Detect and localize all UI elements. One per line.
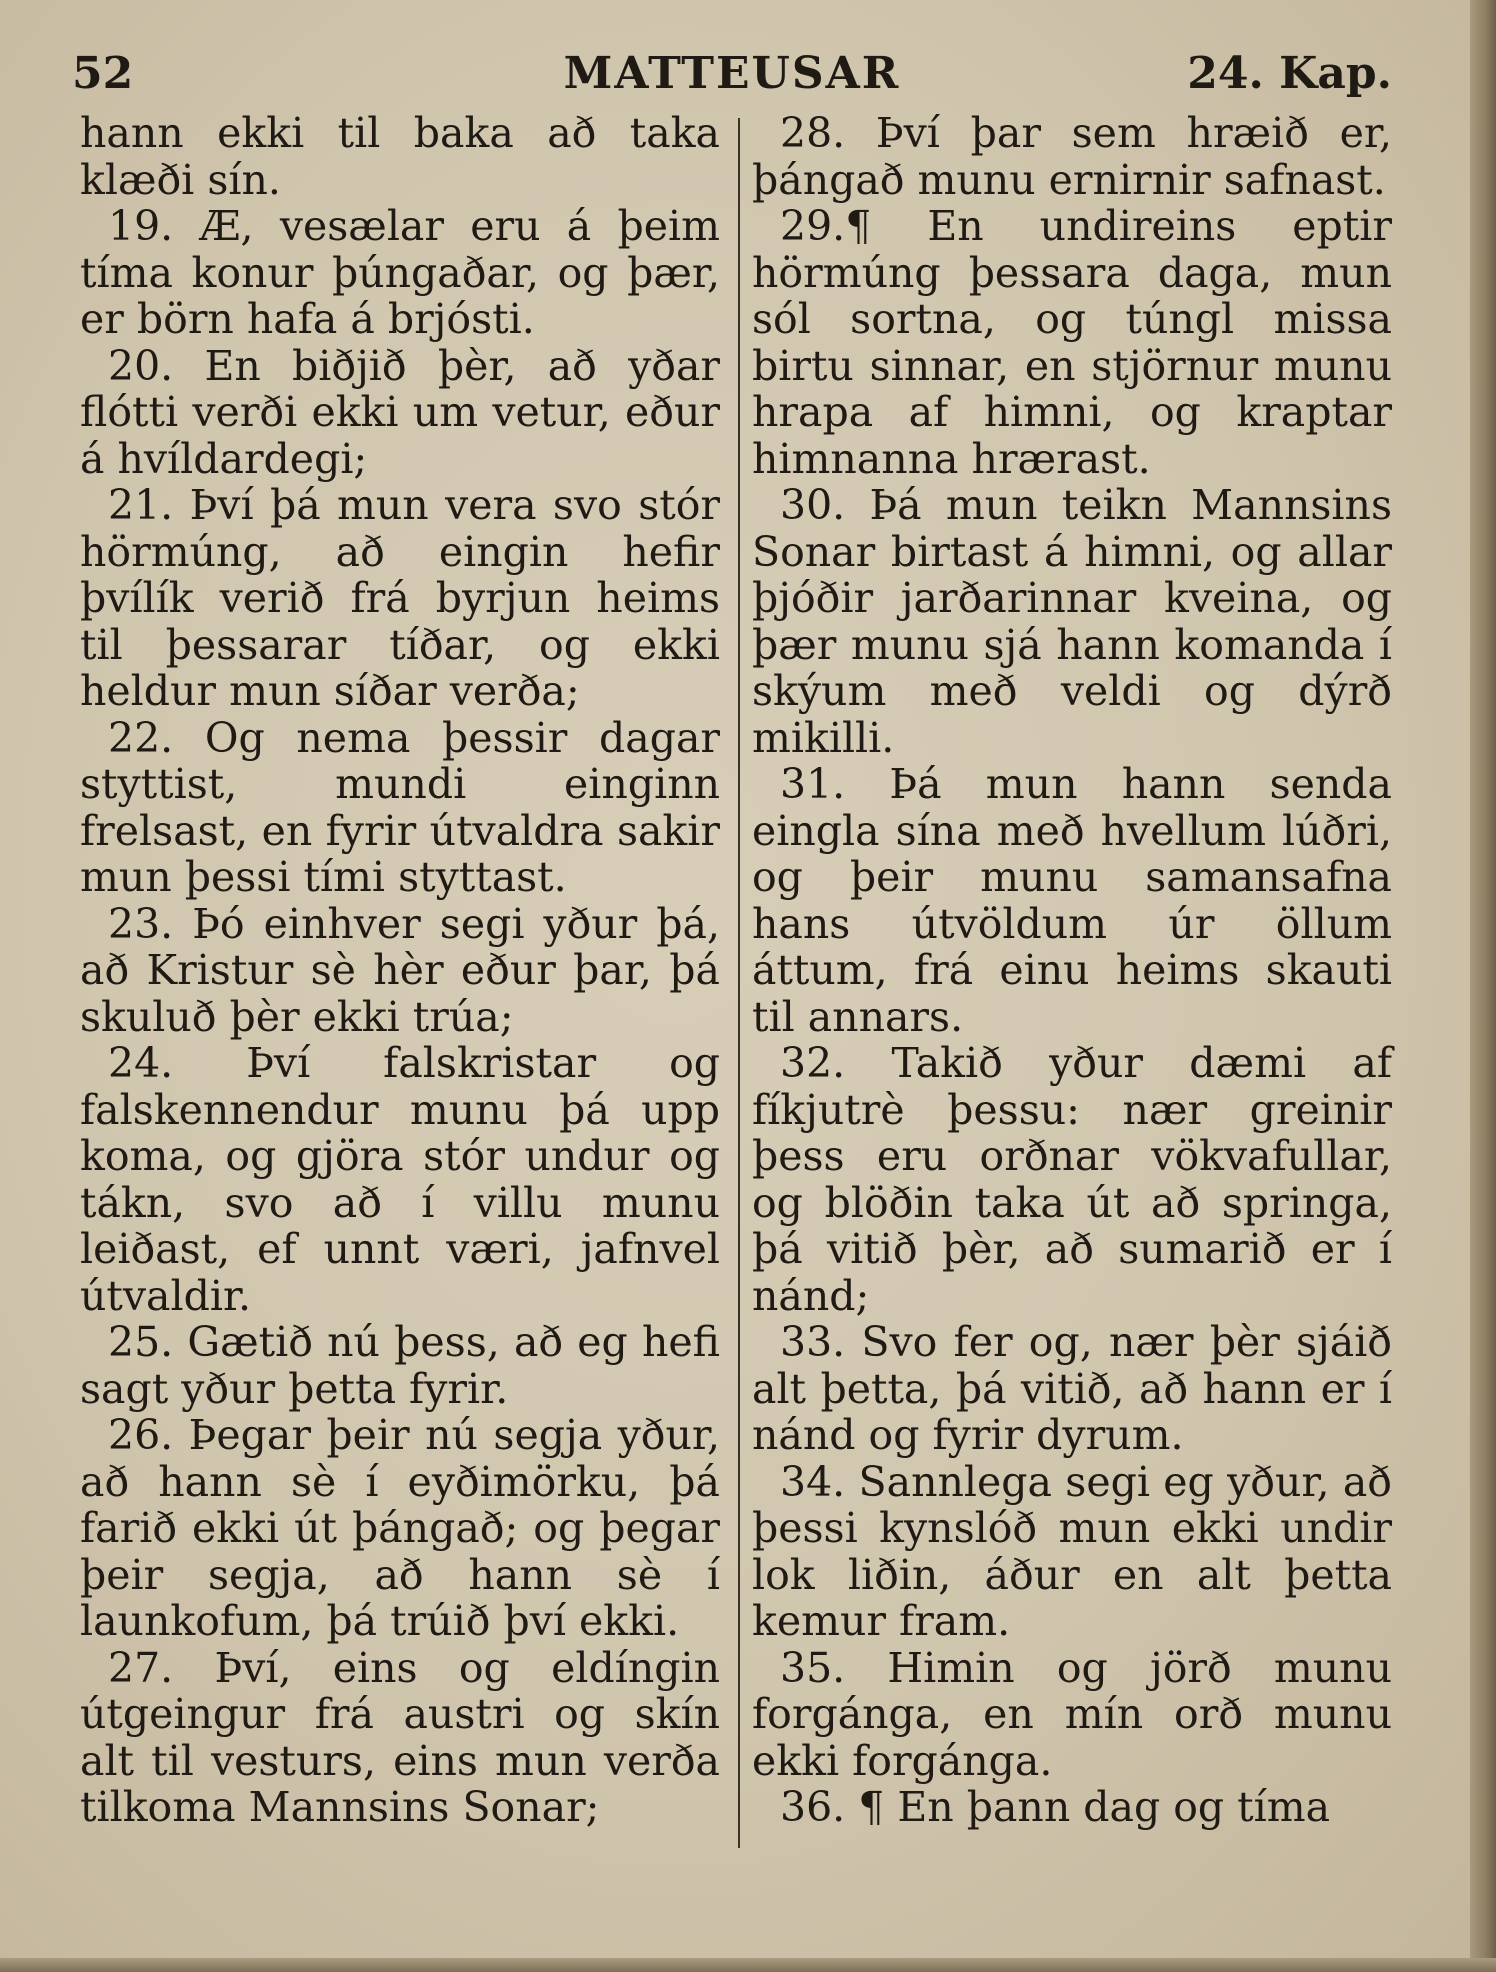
verse-paragraph: 21. Því þá mun vera svo stór hörmúng, að eingin hefir þvílík verið frá byrjun heims til þessarar tíðar, og ekki heldur mun síðar verða; (80, 481, 720, 715)
page-header (72, 48, 1392, 108)
left-column (80, 110, 720, 1831)
verse-paragraph: hann ekki til baka að taka klæði sín. (80, 109, 720, 204)
verse-paragraph: 34. Sannlega segi eg yður, að þessi kynslóð mun ekki undir lok liðin, áður en alt þetta kemur fram. (752, 1457, 1392, 1645)
verse-paragraph: 35. Himin og jörð munu forgánga, en mín orð munu ekki forgánga. (752, 1643, 1392, 1785)
verse-paragraph: 25. Gætið nú þess, að eg hefi sagt yður þetta fyrir. (80, 1318, 720, 1413)
verse-paragraph: 19. Æ, vesælar eru á þeim tíma konur þúngaðar, og þær, er börn hafa á brjósti. (80, 202, 720, 343)
verse-paragraph: 33. Svo fer og, nær þèr sjáið alt þetta, þá vitið, að hann er í nánd og fyrir dyrum. (752, 1318, 1392, 1459)
column-divider (738, 118, 740, 1848)
verse-paragraph: 20. En biðjið þèr, að yðar flótti verði ekki um vetur, eður á hvíldardegi; (80, 341, 720, 483)
verse-paragraph: 30. Þá mun teikn Mannsins Sonar birtast á himni, og allar þjóðir jarðarinnar kveina, og þær munu sjá hann komanda í skýum með veldi og dýrð mikilli. (752, 481, 1392, 762)
chapter-label: 24. Kap. (1187, 48, 1392, 99)
verse-paragraph: 27. Því, eins og eldíngin útgeingur frá austri og skín alt til vesturs, eins mun verða tilkoma Mannsins Sonar; (80, 1643, 720, 1831)
page-edge-right (1470, 0, 1496, 1972)
verse-paragraph: 24. Því falskristar og falskennendur munu þá upp koma, og gjöra stór undur og tákn, svo að í villu munu leiðast, ef unnt væri, jafnvel útvaldir. (80, 1039, 720, 1320)
page-number: 52 (72, 48, 134, 99)
running-title: MATTEUSAR (563, 48, 901, 99)
verse-paragraph: 22. Og nema þessir dagar styttist, mundi einginn frelsast, en fyrir útvaldra sakir mun þessi tími styttast. (80, 713, 720, 901)
right-column (752, 110, 1392, 1831)
verse-paragraph: 36. ¶ En þann dag og tíma (780, 1783, 1331, 1831)
verse-paragraph: 31. Þá mun hann senda eingla sína með hvellum lúðri, og þeir munu samansafna hans útvöldum úr öllum áttum, frá einu heims skauti til annars. (752, 760, 1392, 1041)
verse-paragraph: 32. Takið yður dæmi af fíkjutrè þessu: nær greinir þess eru orðnar vökvafullar, og blöðin taka út að springa, þá vitið þèr, að sumarið er í nánd; (752, 1039, 1392, 1320)
verse-paragraph: 23. Þó einhver segi yður þá, að Kristur sè hèr eður þar, þá skuluð þèr ekki trúa; (80, 899, 720, 1041)
verse-paragraph: 29.¶ En undireins eptir hörmúng þessara daga, mun sól sortna, og túngl missa birtu sinnar, en stjörnur munu hrapa af himni, og kraptar himnanna hrærast. (752, 202, 1392, 483)
verse-paragraph: 28. Því þar sem hræið er, þángað munu ernirnir safnast. (752, 109, 1392, 204)
verse-paragraph: 26. Þegar þeir nú segja yður, að hann sè í eyðimörku, þá farið ekki út þángað; og þegar þeir segja, að hann sè í launkofum, þá trúið því ekki. (80, 1411, 720, 1645)
page-edge-bottom (0, 1958, 1496, 1972)
